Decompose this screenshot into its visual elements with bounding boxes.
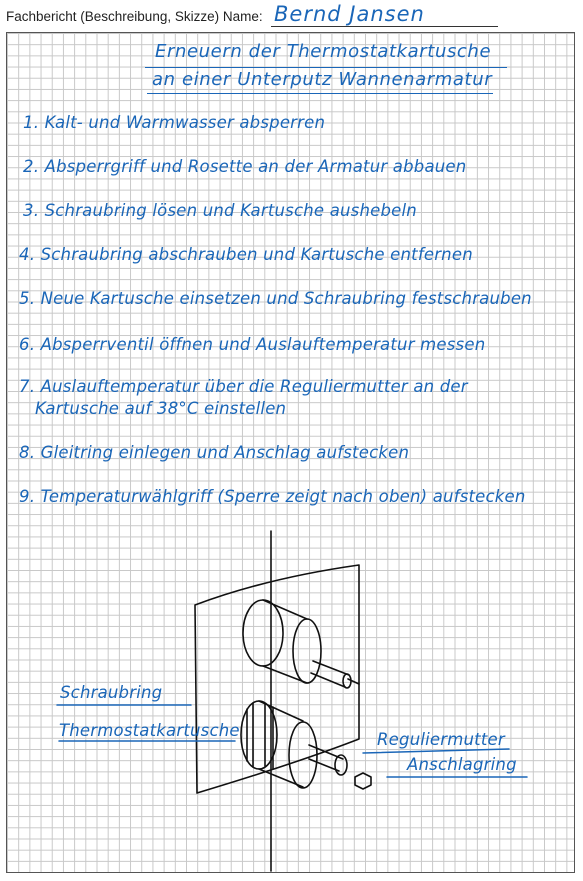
step-4: 4. Schraubring abschrauben und Kartusche entfernen bbox=[19, 245, 473, 264]
title-line-1: Erneuern der Thermostatkartusche bbox=[155, 41, 492, 62]
form-header bbox=[6, 4, 577, 30]
name-value: Bernd Jansen bbox=[274, 2, 425, 26]
graph-paper-sheet bbox=[6, 32, 575, 873]
label-reguliermutter: Reguliermutter bbox=[377, 730, 505, 749]
step-6: 6. Absperrventil öffnen und Auslauftemperatur messen bbox=[19, 335, 486, 354]
step-5: 5. Neue Kartusche einsetzen und Schraubring festschrauben bbox=[19, 289, 532, 308]
step-8: 8. Gleitring einlegen und Anschlag aufstecken bbox=[19, 443, 410, 462]
step-1: 1. Kalt- und Warmwasser absperren bbox=[23, 113, 326, 132]
label-thermostatkartusche: Thermostatkartusche bbox=[59, 721, 240, 740]
label-schraubring: Schraubring bbox=[60, 683, 163, 702]
step-9: 9. Temperaturwählgriff (Sperre zeigt nach oben) aufstecken bbox=[19, 487, 526, 506]
name-underline bbox=[271, 26, 498, 27]
step-2: 2. Absperrgriff und Rosette an der Armatur abbauen bbox=[23, 157, 467, 176]
step-7-line-1: 7. Auslauftemperatur über die Reguliermutter an der bbox=[19, 377, 468, 396]
title-line-2: an einer Unterputz Wannenarmatur bbox=[152, 69, 493, 90]
step-3: 3. Schraubring lösen und Kartusche aushebeln bbox=[23, 201, 417, 220]
step-7-line-2: Kartusche auf 38°C einstellen bbox=[35, 399, 287, 418]
label-anschlagring: Anschlagring bbox=[407, 755, 517, 774]
header-label: Fachbericht (Beschreibung, Skizze) Name: bbox=[6, 9, 263, 24]
